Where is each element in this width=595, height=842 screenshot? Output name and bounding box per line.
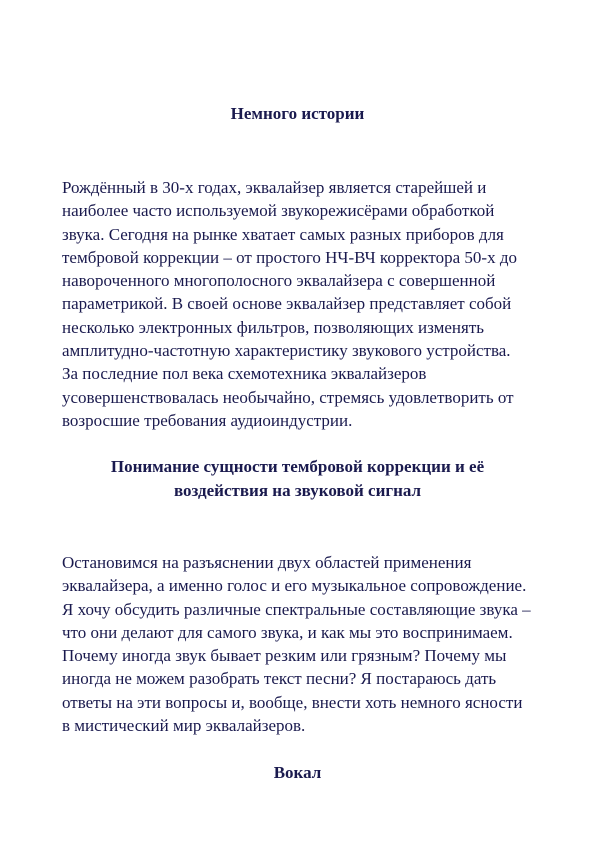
- paragraph-line: в мистический мир эквалайзеров.: [62, 716, 306, 736]
- section-title-vocals: Вокал: [273, 763, 322, 782]
- paragraph-line: параметрикой. В своей основе эквалайзер представляет собой: [62, 294, 512, 314]
- paragraph-line: звука. Сегодня на рынке хватает самых разных приборов для: [62, 224, 504, 244]
- paragraph-line: За последние пол века схемотехника эквалайзеров: [62, 364, 427, 384]
- section-title-history: Немного истории: [230, 104, 365, 123]
- paragraph-line: ответы на эти вопросы и, вообще, внести хоть немного ясности: [62, 692, 523, 712]
- paragraph-application: [62, 551, 582, 737]
- paragraph-line: наиболее часто используемой звукорежисёрами обработкой: [62, 201, 495, 221]
- paragraph-line: несколько электронных фильтров, позволяющих изменять: [62, 317, 485, 337]
- paragraph-line: иногда не можем разобрать текст песни? Я постараюсь дать: [62, 669, 497, 689]
- paragraph-line: Остановимся на разъяснении двух областей применения: [62, 553, 472, 572]
- paragraph-line: усовершенствовалась необычайно, стремясь удовлетворить от: [62, 387, 514, 407]
- paragraph-line: что они делают для самого звука, и как мы это воспринимаем.: [62, 622, 513, 642]
- section-title-line: воздействия на звуковой сигнал: [173, 481, 422, 500]
- paragraph-line: амплитудно-частотную характеристику звукового устройства.: [62, 341, 511, 361]
- paragraph-line: навороченного многополосного эквалайзера с совершенной: [62, 271, 496, 291]
- paragraph-line: Я хочу обсудить различные спектральные составляющие звука –: [62, 599, 531, 619]
- paragraph-line: Рождённый в 30-х годах, эквалайзер является старейшей и: [62, 178, 487, 197]
- section-title-line: Понимание сущности тембровой коррекции и её: [110, 457, 485, 476]
- paragraph-line: эквалайзера, а именно голос и его музыкальное сопровождение.: [62, 576, 527, 596]
- paragraph-line: возросшие требования аудиоиндустрии.: [62, 410, 353, 430]
- paragraph-history: [62, 176, 582, 432]
- paragraph-line: тембровой коррекции – от простого НЧ-ВЧ корректора 50-х до: [62, 247, 517, 267]
- section-title-tone-correction: [40, 455, 555, 503]
- paragraph-line: Почему иногда звук бывает резким или грязным? Почему мы: [62, 646, 507, 666]
